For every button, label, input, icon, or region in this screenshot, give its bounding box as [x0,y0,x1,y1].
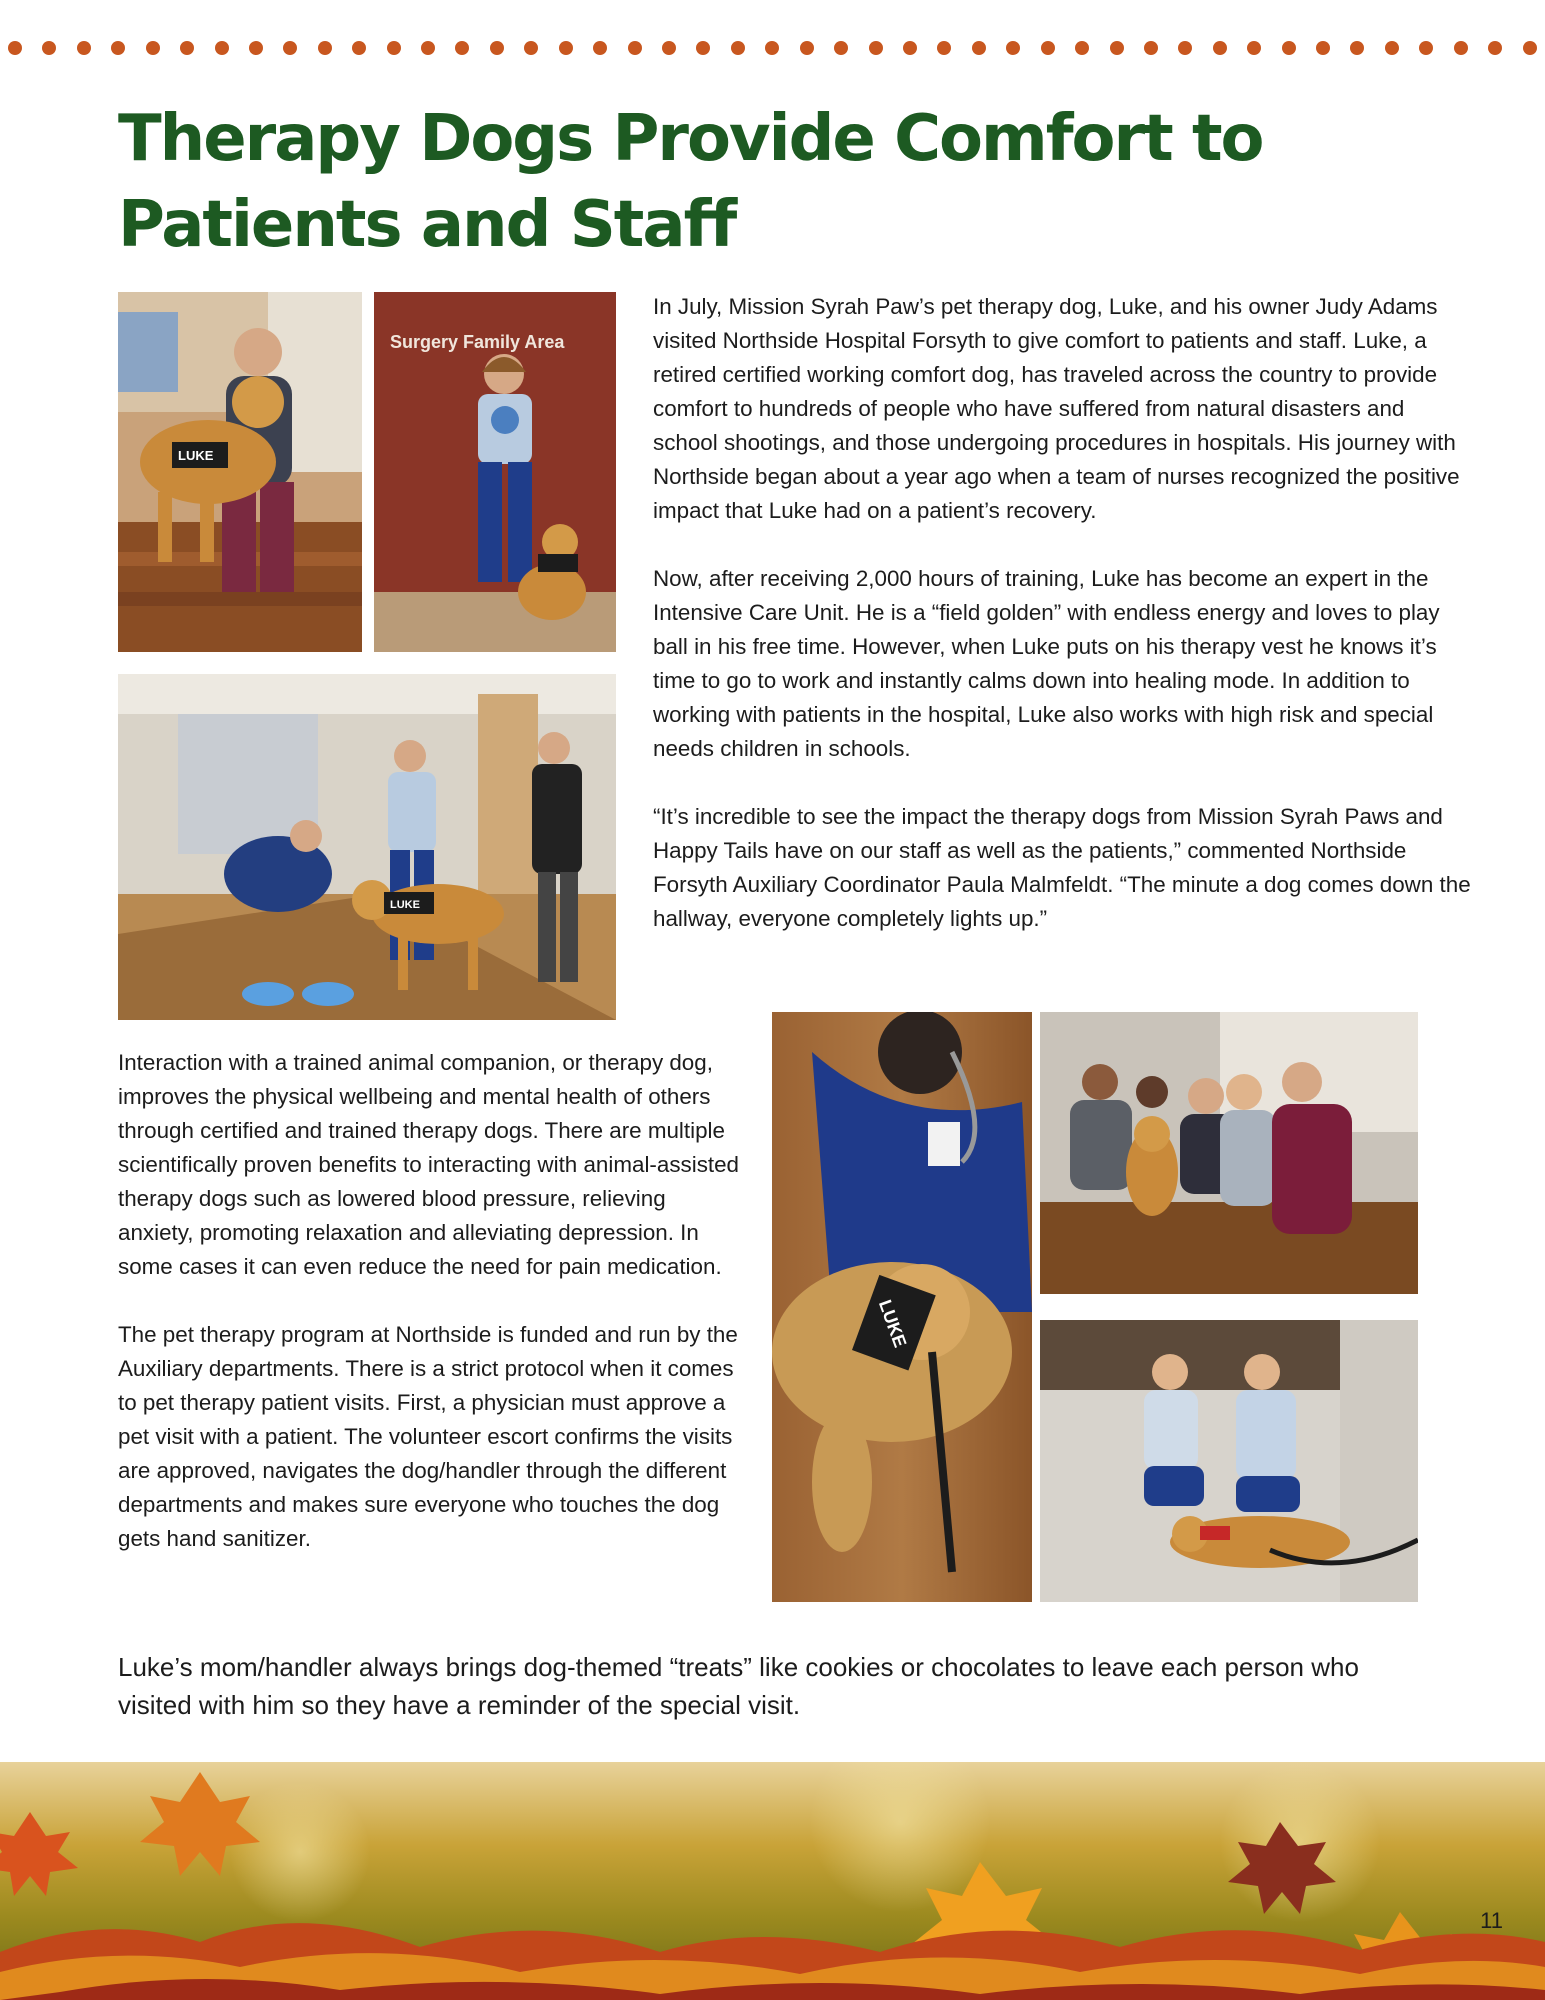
dotted-border [0,36,1545,60]
border-dot [869,41,883,55]
border-dot [283,41,297,55]
paragraph: Now, after receiving 2,000 hours of training, Luke has become an expert in the Intensive Care Unit. He is a “field golden” with endless energy and loves to play ball in his free time. However, when Luke puts on his therapy vest he knows it’s time to go to work and instantly calms down into healing mode. In addition to working with patients in the hospital, Luke also works with high risk and special needs children in schools. [653,566,1440,761]
photo-two-staff-with-luke [1040,1320,1418,1602]
closing-paragraph: Luke’s mom/handler always brings dog-themed “treats” like cookies or chocolates to leave each person who visited with him so they have a reminder of the special visit. [118,1652,1359,1720]
border-dot [559,41,573,55]
vest-text: LUKE [874,1297,911,1351]
title-line-1: Therapy Dogs Provide Comfort to [118,102,1263,176]
border-dot [387,41,401,55]
border-dot [1488,41,1502,55]
border-dot [1523,41,1537,55]
border-dot [1316,41,1330,55]
border-dot [215,41,229,55]
border-dot [765,41,779,55]
right-column-text [653,290,1473,936]
border-dot [731,41,745,55]
sign-text: Surgery Family Area [390,332,565,352]
border-dot [1041,41,1055,55]
border-dot [1454,41,1468,55]
border-dot [834,41,848,55]
left-column-text [118,1046,740,1556]
border-dot [593,41,607,55]
photo-surgery-family-area [374,292,616,652]
photo-man-with-luke [118,292,362,652]
border-dot [937,41,951,55]
paragraph: The pet therapy program at Northside is funded and run by the Auxiliary departments. There is a strict protocol when it comes to pet therapy patient visits. First, a physician must approve a pet visit with a patient. The volunteer escort confirms the visits are approved, navigates the dog/handler through the different departments and makes sure everyone who touches the dog gets hand sanitizer. [118,1322,738,1551]
border-dot [903,41,917,55]
border-dot [42,41,56,55]
border-dot [249,41,263,55]
border-dot [972,41,986,55]
border-dot [1419,41,1433,55]
autumn-leaves-footer [0,1762,1545,2000]
border-dot [180,41,194,55]
vest-text: LUKE [178,448,214,463]
border-dot [628,41,642,55]
border-dot [1144,41,1158,55]
border-dot [8,41,22,55]
page-title [118,96,1298,268]
paragraph: “It’s incredible to see the impact the therapy dogs from Mission Syrah Paws and Happy Tails have on our staff as well as the patients,” commented Northside Forsyth Auxiliary Coordinator Paula Malmfeldt. “The minute a dog comes down the hallway, everyone completely lights up.” [653,804,1471,931]
photo-group-with-luke [1040,1012,1418,1294]
paragraph: In July, Mission Syrah Paw’s pet therapy dog, Luke, and his owner Judy Adams visited Northside Hospital Forsyth to give comfort to patients and staff. Luke, a retired certified working comfort dog, has traveled across the country to provide comfort to hundreds of people who have suffered from natural disasters and school shootings, and those undergoing procedures in hospitals. His journey with Northside began about a year ago when a team of nurses recognized the positive impact that Luke had on a patient’s recovery. [653,294,1460,523]
border-dot [1213,41,1227,55]
border-dot [352,41,366,55]
photo-hallway-greeting [118,674,616,1020]
border-dot [1350,41,1364,55]
border-dot [318,41,332,55]
photo-nurse-petting-luke [772,1012,1032,1602]
border-dot [455,41,469,55]
border-dot [662,41,676,55]
border-dot [696,41,710,55]
paragraph: Interaction with a trained animal companion, or therapy dog, improves the physical wellbeing and mental health of others through certified and trained therapy dogs. There are multiple scientifically proven benefits to interacting with animal-assisted therapy dogs such as lowered blood pressure, relieving anxiety, promoting relaxation and alleviating depression. In some cases it can even reduce the need for pain medication. [118,1050,740,1279]
border-dot [1282,41,1296,55]
border-dot [490,41,504,55]
border-dot [1006,41,1020,55]
border-dot [111,41,125,55]
border-dot [77,41,91,55]
border-dot [524,41,538,55]
border-dot [1385,41,1399,55]
border-dot [421,41,435,55]
border-dot [1178,41,1192,55]
border-dot [1110,41,1124,55]
border-dot [1075,41,1089,55]
vest-text: LUKE [390,899,420,911]
border-dot [800,41,814,55]
border-dot [1247,41,1261,55]
title-line-2: Patients and Staff [118,188,736,262]
border-dot [146,41,160,55]
page-number: 11 [1480,1908,1503,1933]
